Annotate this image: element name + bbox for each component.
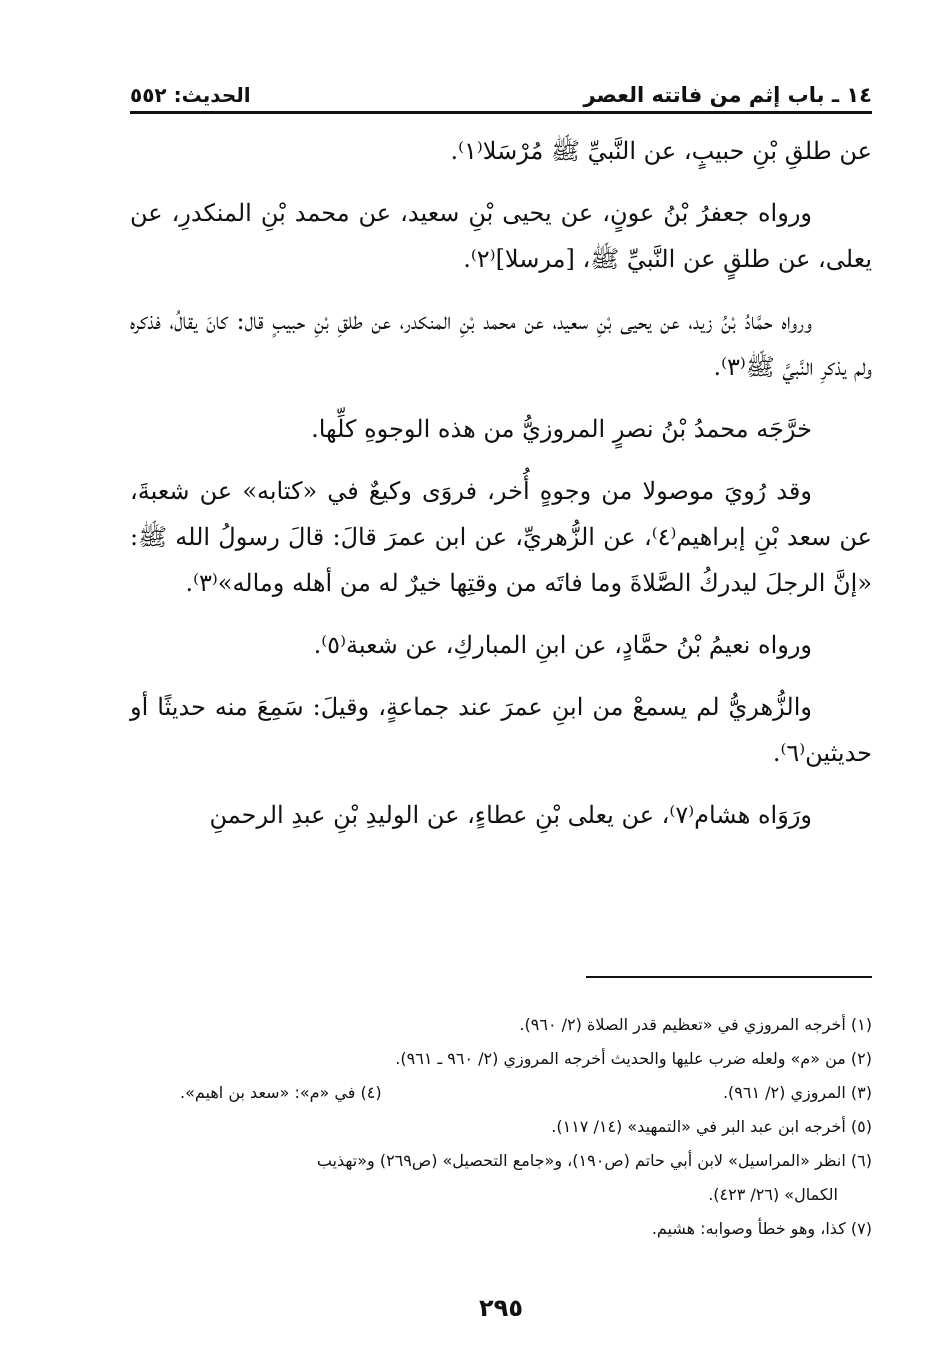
- book-page: [130, 78, 872, 1368]
- footnote: (١) أخرجه المروزي في «تعظيم قدر الصلاة (٢/ ٩٦٠).: [519, 1015, 872, 1034]
- footnote: (٣) المروزي (٢/ ٩٦١).: [722, 1083, 872, 1102]
- page-number: ٢٩٥: [479, 1294, 523, 1322]
- footnote: (٤) في «م»: «سعد بن اهيم».: [180, 1083, 382, 1102]
- paragraph: ورواه حمَّادُ بْنُ زيد، عن يحيى بْنِ سعيد، عن محمد بْنِ المنكدر، عن طلقِ بْنِ حبيبٍ قال: كانَ يقالُ، فذكره ولم يذكرِ النَّبيَّ ﷺ⁽٣⁾.: [130, 307, 872, 381]
- paragraph: ورواه جعفرُ بْنُ عونٍ، عن يحيى بْنِ سعيد، عن محمد بْنِ المنكدرِ، عن يعلى، عن طلقٍ عن النَّبيِّ ﷺ، [مرسلا]⁽٢⁾.: [130, 199, 872, 273]
- footnote-row: [130, 1076, 872, 1110]
- footnote: (٥) أخرجه ابن عبد البر في «التمهيد» (١٤/ ١١٧).: [551, 1117, 872, 1136]
- paragraph: والزُّهريُّ لم يسمعْ من ابنِ عمرَ عند جماعةٍ، وقيلَ: سَمِعَ منه حديثًا أو حديثين⁽٦⁾.: [130, 693, 872, 767]
- footnote: (٢) من «م» ولعله ضرب عليها والحديث أخرجه المروزي (٢/ ٩٦٠ ـ ٩٦١).: [395, 1049, 872, 1068]
- paragraph: عن طلقِ بْنِ حبيبٍ، عن النَّبيِّ ﷺ مُرْسَلا⁽١⁾.: [450, 137, 872, 165]
- footnote: (٦) انظر «المراسيل» لابن أبي حاتم (ص١٩٠)، و«جامع التحصيل» (ص٢٦٩) و«تهذيب: [316, 1151, 872, 1170]
- footnotes: [130, 1008, 872, 1246]
- paragraph: ورواه نعيمُ بْنُ حمَّادٍ، عن ابنِ المباركِ، عن شعبة⁽٥⁾.: [313, 631, 812, 659]
- main-text: [130, 128, 872, 854]
- footnote: (٧) كذا، وهو خطأ وصوابه: هشيم.: [651, 1219, 872, 1238]
- running-header: [130, 78, 872, 114]
- paragraph: ورَوَاه هشام⁽٧⁾، عن يعلى بْنِ عطاءٍ، عن الوليدِ بْنِ عبدِ الرحمنِ: [209, 801, 812, 829]
- hadith-number: الحديث: ٥٥٢: [130, 83, 251, 107]
- footnote-separator: [586, 976, 872, 978]
- footnote-continuation: الكمال» (٢٦/ ٤٢٣).: [708, 1185, 838, 1204]
- chapter-title: ١٤ ـ باب إثم من فاتته العصر: [583, 83, 872, 107]
- paragraph: خرَّجَه محمدُ بْنُ نصرٍ المروزيُّ من هذه الوجوهِ كلِّها.: [311, 415, 812, 443]
- paragraph: وقد رُويَ موصولا من وجوهٍ أُخر، فروَى وكيعٌ في «كتابه» عن شعبةَ، عن سعد بْنِ إبراهيم⁽٤⁾، عن الزُّهريِّ، عن ابن عمرَ قالَ: قالَ رسولُ الله ﷺ: «إنَّ الرجلَ ليدركُ الصَّلاةَ وما فاتَه من وقتِها خيرٌ له من أهله وماله»⁽٣⁾.: [130, 477, 872, 597]
